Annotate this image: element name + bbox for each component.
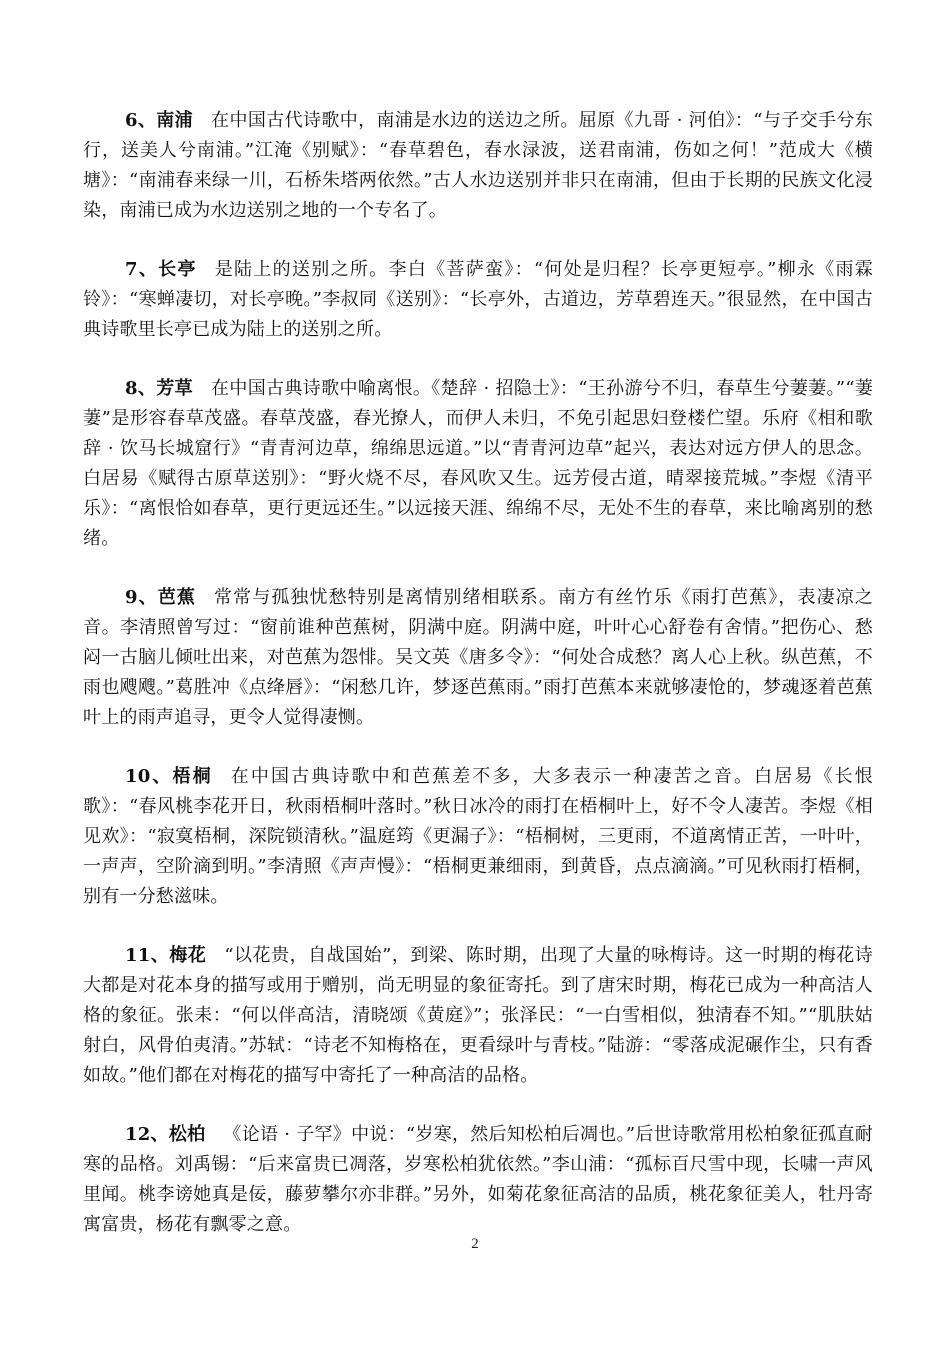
section-changting [83,255,873,345]
page-number: 2 [471,1236,479,1252]
section-wutong [83,762,873,912]
section-heading: 8、芳草 [125,378,193,399]
section-heading: 7、长亭 [125,259,197,280]
document-body [83,106,873,1269]
section-songbai [83,1120,873,1240]
section-heading: 10、梧桐 [125,766,213,787]
section-heading: 9、芭蕉 [125,587,196,608]
section-text: 是陆上的送别之所。李白《菩萨蛮》：“何处是归程？长亭更短亭。”柳永《雨霖铃》：“寒蝉凄切，对长亭晚。”李叔同《送别》：“长亭外，古道边，芳草碧连天。”很显然，在中国古典诗歌里长亭已成为陆上的送别之所。 [83,259,873,340]
section-bajiao [83,583,873,733]
section-nanpu [83,106,873,226]
section-text: 常常与孤独忧愁特别是离情别绪相联系。南方有丝竹乐《雨打芭蕉》，表凄凉之音。李清照曾写过：“窗前谁种芭蕉树，阴满中庭。阴满中庭，叶叶心心舒卷有舍情。”把伤心、愁闷一古脑儿倾吐出来，对芭蕉为怨悱。吴文英《唐多令》：“何处合成愁？离人心上秋。纵芭蕉，不雨也飕飕。”葛胜冲《点绛唇》：“闲愁几许，梦逐芭蕉雨。”雨打芭蕉本来就够凄怆的，梦魂逐着芭蕉叶上的雨声追寻，更令人觉得凄恻。 [83,587,874,728]
section-meihua [83,941,873,1091]
section-text: 在中国古典诗歌中和芭蕉差不多，大多表示一种凄苦之音。白居易《长恨歌》：“春风桃李花开日，秋雨梧桐叶落时。”秋日冰冷的雨打在梧桐叶上，好不令人凄苦。李煜《相见欢》：“寂寞梧桐，深院锁清秋。”温庭筠《更漏子》：“梧桐树，三更雨，不道离情正苦，一叶叶，一声声，空阶滴到明。”李清照《声声慢》：“梧桐更兼细雨，到黄昏，点点滴滴。”可见秋雨打梧桐，别有一分愁滋味。 [83,766,873,907]
section-text: 《论语 · 子罕》中说：“岁寒，然后知松柏后凋也。”后世诗歌常用松柏象征孤直耐寒的品格。刘禹锡：“后来富贵已凋落，岁寒松柏犹依然。”李山浦：“孤标百尺雪中现，长啸一声风里闻。桃李谤她真是佞，藤萝攀尔亦非群。”另外，如菊花象征高洁的品质，桃花象征美人，牡丹寄寓富贵，杨花有飘零之意。 [83,1124,873,1235]
section-text: 在中国古典诗歌中喻离恨。《楚辞 · 招隐士》：“王孙游兮不归，春草生兮萋萋。”“萋萋”是形容春草茂盛。春草茂盛，春光撩人，而伊人未归，不免引起思妇登楼伫望。乐府《相和歌辞 · 饮马长城窟行》“青青河边草，绵绵思远道。”以“青青河边草”起兴，表达对远方伊人的思念。白居易《赋得古原草送别》：“野火烧不尽，春风吹又生。远芳侵古道，晴翠接荒城。”李煜《清平乐》：“离恨恰如春草，更行更远还生。”以远接天涯、绵绵不尽，无处不生的春草，来比喻离别的愁绪。 [83,378,874,549]
section-heading: 6、南浦 [125,110,194,131]
section-text: “以花贵，自战国始”，到梁、陈时期，出现了大量的咏梅诗。这一时期的梅花诗大都是对花本身的描写或用于赠别，尚无明显的象征寄托。到了唐宋时期，梅花已成为一种高洁人格的象征。张耒：“何以伴高洁，清晓颂《黄庭》”；张泽民：“一白雪相似，独清春不知。”“肌肤姑射白，风骨伯夷清。”苏轼：“诗老不知梅格在，更看绿叶与青枝。”陆游：“零落成泥碾作尘，只有香如故。”他们都在对梅花的描写中寄托了一种高洁的品格。 [83,945,873,1086]
section-heading: 12、松柏 [125,1124,206,1145]
section-fangcao [83,374,873,554]
section-text: 在中国古代诗歌中，南浦是水边的送边之所。屈原《九哥 · 河伯》：“与子交手兮东行，送美人兮南浦。”江淹《别赋》：“春草碧色，春水渌波，送君南浦，伤如之何！”范成大《横塘》：“南浦春来绿一川，石桥朱塔两依然。”古人水边送别并非只在南浦，但由于长期的民族文化浸染，南浦已成为水边送别之地的一个专名了。 [83,110,873,221]
section-heading: 11、梅花 [125,945,207,966]
